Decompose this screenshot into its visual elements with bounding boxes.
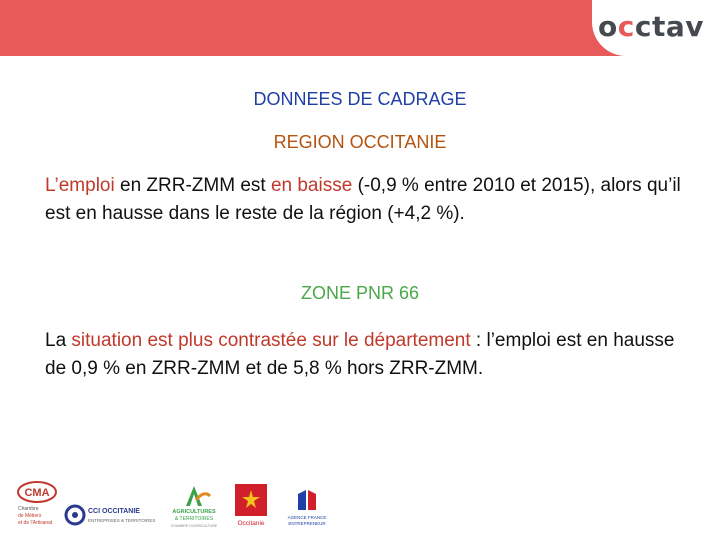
highlight-situation: situation est plus contrastée sur le département xyxy=(71,330,471,351)
cma-caption-1: Chambre xyxy=(18,506,39,512)
paragraph-zone-text-1: La xyxy=(45,330,72,351)
paragraph-region-text-2: (-0,9 % entre 2010 et 2015), alors qu’il est en hausse dans le reste de la région (+4,2 %). xyxy=(45,175,681,224)
afe-logo-text: AGENCE FRANCE xyxy=(287,515,327,520)
paragraph-zone-text-2: : l’emploi est en hausse de 0,9 % en ZRR-ZMM et de 5,8 % hors ZRR-ZMM. xyxy=(45,330,675,379)
logo-text-suffix: ctav xyxy=(634,10,704,43)
agri-logo-subtext: & TERRITOIRES xyxy=(174,516,214,522)
cci-logo-subtext: ENTREPRISES & TERRITOIRES xyxy=(88,518,156,523)
paragraph-zone xyxy=(45,327,695,383)
paragraph-region-text-1: en ZRR-ZMM est xyxy=(114,175,271,196)
highlight-emploi: L’emploi xyxy=(45,175,115,196)
region-occitanie-logo xyxy=(230,480,272,530)
agricultures-territoires-logo xyxy=(166,480,222,530)
section-title: DONNEES DE CADRAGE xyxy=(253,89,467,109)
afe-logo-subtext: ENTREPRENEUR xyxy=(288,521,326,526)
agri-logo-caption: CHAMBRE D'AGRICULTURE xyxy=(170,524,218,528)
octav-logo xyxy=(592,0,720,56)
zone-title: ZONE PNR 66 xyxy=(300,283,420,303)
cma-logo-text: CMA xyxy=(24,487,50,499)
logo-text-accent: c xyxy=(617,10,635,43)
cma-caption-2: de Métiers xyxy=(18,513,42,519)
cma-logo xyxy=(14,480,60,530)
paragraph-region xyxy=(45,172,695,228)
highlight-baisse: en baisse xyxy=(270,175,353,196)
agence-france-entrepreneur-logo xyxy=(286,480,328,530)
region-title: REGION OCCITANIE xyxy=(273,132,447,152)
region-logo-text: Occitanie xyxy=(237,520,265,527)
agri-logo-text: AGRICULTURES xyxy=(172,509,216,515)
cci-occitanie-logo xyxy=(64,480,160,530)
cma-caption-3: et de l'Artisanat xyxy=(18,520,53,526)
cci-logo-text: CCI OCCITANIE xyxy=(88,508,140,515)
logo-text-prefix: o xyxy=(598,10,618,43)
